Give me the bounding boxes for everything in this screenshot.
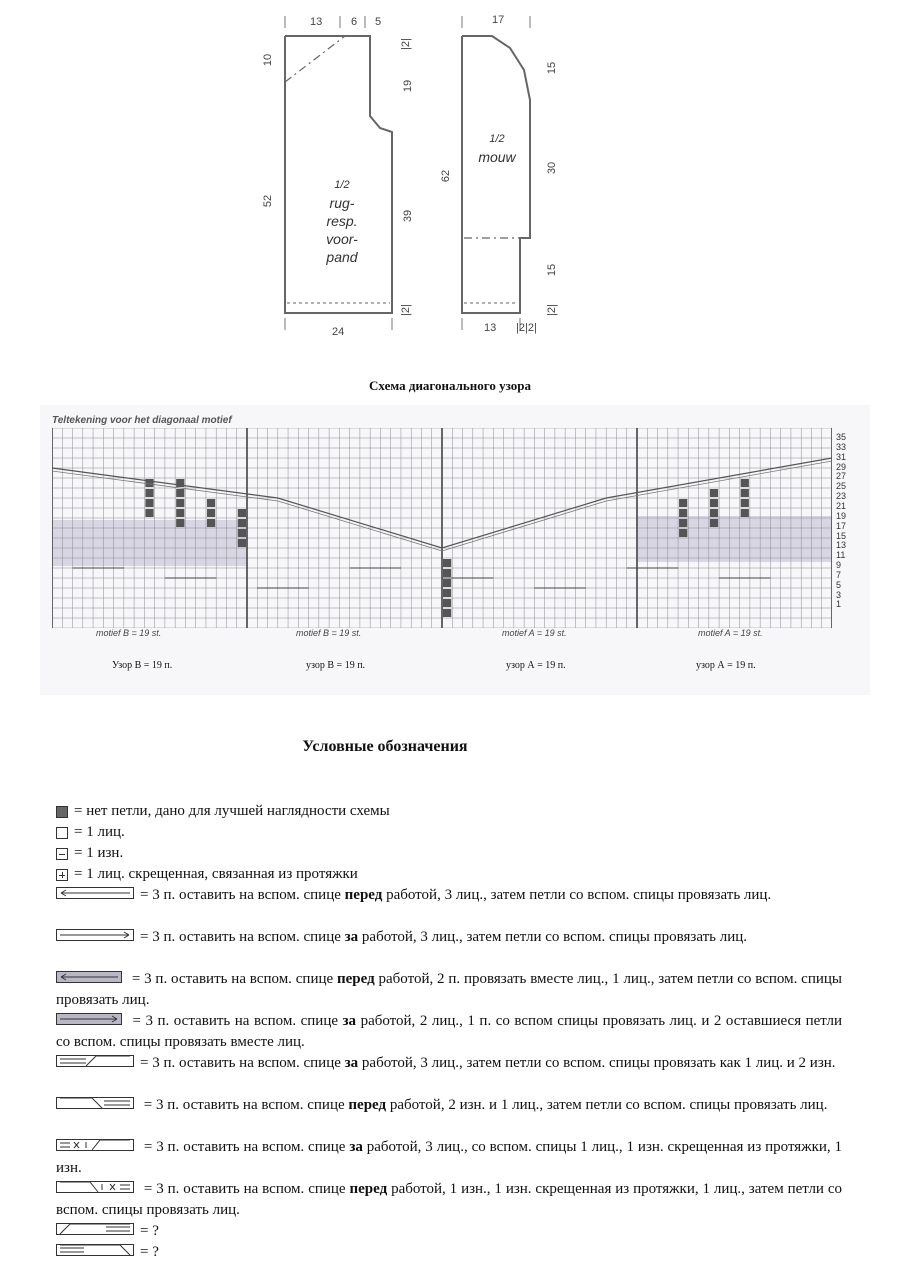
- row-number: 19: [836, 510, 847, 521]
- body-label-line4: pand: [326, 249, 358, 265]
- legend-text: работой, 2 изн. и 1 лиц., затем петли со вспом. спицы провязать лиц.: [386, 1097, 828, 1113]
- legend-text: работой, 3 лиц., затем петли со вспом. спицы провязать лиц.: [358, 929, 748, 945]
- legend-item: [56, 969, 842, 1011]
- legend-item: [56, 864, 842, 885]
- legend-text: = ?: [140, 1244, 159, 1260]
- row-number: 7: [836, 569, 842, 580]
- legend-emphasis: перед: [348, 1097, 387, 1113]
- sleeve-bottom-width: 13: [484, 322, 497, 334]
- stitch-grid: [52, 428, 832, 628]
- slash-left-icon: [56, 1221, 134, 1242]
- pattern-label-2: узор B = 19 п.: [306, 660, 366, 671]
- legend-item: [56, 801, 842, 822]
- legend-heading: Условные обозначения: [302, 738, 468, 755]
- legend-text: = 3 п. оставить на вспом. спице: [140, 1055, 345, 1071]
- twist-right-x-icon: [56, 1137, 134, 1158]
- pattern-label-4: узор А = 19 п.: [696, 660, 756, 671]
- no-stitch-cell: [176, 489, 184, 497]
- row-number: 13: [836, 540, 847, 551]
- legend-item: [56, 1053, 842, 1074]
- no-stitch-cell: [710, 499, 718, 507]
- no-stitch-cell: [710, 519, 718, 527]
- no-stitch-cell: [238, 539, 246, 547]
- legend-emphasis: перед: [349, 1181, 388, 1197]
- legend-emphasis: за: [344, 1055, 359, 1071]
- pattern-label-3: узор А = 19 п.: [506, 660, 566, 671]
- body-label: [312, 176, 372, 266]
- no-stitch-cell: [145, 499, 153, 507]
- body-shoulder: 10: [262, 53, 275, 67]
- body-top-side: |2|: [399, 38, 412, 50]
- dark-square-icon: [56, 801, 68, 822]
- sleeve-label-word: mouw: [478, 149, 516, 165]
- legend-emphasis: перед: [336, 971, 375, 987]
- no-stitch-cell: [176, 509, 184, 517]
- motif-label-4: motief A = 19 st.: [694, 628, 767, 638]
- no-stitch-cell: [443, 589, 451, 597]
- legend-item: [56, 1011, 842, 1053]
- legend-text: = 3 п. оставить на вспом. спице: [140, 1139, 350, 1155]
- legend-item: [56, 822, 842, 843]
- no-stitch-cell: [679, 519, 687, 527]
- row-number: 9: [836, 560, 842, 571]
- legend-emphasis: за: [342, 1013, 357, 1029]
- no-stitch-cell: [741, 489, 749, 497]
- cable-right-grey-icon: [56, 1011, 122, 1032]
- legend-text: = 1 лиц.: [74, 824, 125, 840]
- no-stitch-cell: [207, 519, 215, 527]
- legend-item: [56, 927, 842, 948]
- motif-label-1: motief B = 19 st.: [92, 628, 165, 638]
- slash-right-icon: [56, 1242, 134, 1263]
- twist-right-purl-icon: [56, 1053, 134, 1074]
- motif-label-2: motief B = 19 st.: [292, 628, 365, 638]
- plus-square-icon: [56, 864, 68, 885]
- legend-emphasis: за: [349, 1139, 363, 1155]
- no-stitch-cell: [710, 489, 718, 497]
- no-stitch-cell: [238, 529, 246, 537]
- sleeve-rib: |2|: [545, 304, 558, 316]
- no-stitch-cell: [238, 509, 246, 517]
- row-number: 15: [836, 530, 847, 541]
- row-number: 23: [836, 491, 847, 502]
- row-number: 25: [836, 481, 847, 492]
- body-rib: |2|: [399, 304, 412, 316]
- no-stitch-cell: [176, 519, 184, 527]
- legend-item: [56, 843, 842, 864]
- chart-title: Teltekening voor het diagonaal motief: [52, 415, 232, 426]
- motif-label-3: motief A = 19 st.: [498, 628, 571, 638]
- no-stitch-cell: [679, 529, 687, 537]
- no-stitch-cell: [741, 509, 749, 517]
- row-number: 35: [836, 432, 847, 442]
- row-number: 33: [836, 441, 847, 452]
- sleeve-middle: 30: [546, 161, 559, 175]
- row-number: 17: [836, 520, 847, 531]
- no-stitch-cell: [679, 499, 687, 507]
- legend-text: = 3 п. оставить на вспом. спице: [128, 971, 337, 987]
- dash-square-icon: [56, 843, 68, 864]
- row-number: 3: [836, 589, 842, 600]
- legend-emphasis: перед: [344, 887, 383, 903]
- no-stitch-cell: [741, 479, 749, 487]
- legend-item: [56, 1242, 842, 1263]
- body-armhole: 19: [402, 79, 415, 93]
- sleeve-top-width: 17: [492, 14, 505, 26]
- legend-item: [56, 1221, 842, 1242]
- legend-item: [56, 1095, 842, 1116]
- no-stitch-cell: [207, 499, 215, 507]
- legend-text: = ?: [140, 1223, 159, 1239]
- legend-text: работой, 1 изн., 1 изн. скрещенная из протяжки, 1 лиц., затем петли со вспом. спицы провязать лиц.: [56, 1181, 843, 1219]
- no-stitch-cell: [443, 579, 451, 587]
- body-width-13: 13: [310, 16, 323, 28]
- sleeve-label: [470, 130, 524, 166]
- legend-text: = 1 изн.: [74, 845, 124, 861]
- legend-text: работой, 3 лиц., со вспом. спицы 1 лиц., 1 изн. скрещенная из протяжки, 1 изн.: [56, 1139, 842, 1177]
- legend-text: = 3 п. оставить на вспом. спице: [140, 1097, 349, 1113]
- no-stitch-cell: [238, 519, 246, 527]
- no-stitch-cell: [679, 509, 687, 517]
- no-stitch-cell: [443, 559, 451, 567]
- sleeve-bottom-extra: |2|2|: [516, 322, 537, 334]
- no-stitch-cell: [443, 569, 451, 577]
- twist-left-x-icon: [56, 1179, 134, 1200]
- legend-text: работой, 3 лиц., затем петли со вспом. спицы провязать лиц.: [382, 887, 772, 903]
- legend-item: [56, 885, 842, 906]
- cable-right-icon: [56, 927, 134, 948]
- no-stitch-cell: [443, 609, 451, 617]
- sleeve-lower: 15: [546, 263, 559, 277]
- shaded-band-left: [52, 520, 247, 566]
- sleeve-total: 62: [440, 169, 453, 183]
- legend-text: работой, 3 лиц., затем петли со вспом. спицы провязать как 1 лиц. и 2 изн.: [358, 1055, 836, 1071]
- legend-emphasis: за: [344, 929, 359, 945]
- cable-left-grey-icon: [56, 969, 122, 990]
- no-stitch-cell: [710, 509, 718, 517]
- body-label-line1: rug-: [329, 195, 355, 211]
- legend-text: работой, 2 п. провязать вместе лиц., 1 лиц., затем петли со вспом. спицы провязать лиц.: [56, 971, 842, 1009]
- row-number: 29: [836, 461, 847, 472]
- legend-item: [56, 1179, 842, 1221]
- legend-item: [56, 1137, 842, 1179]
- no-stitch-cell: [176, 499, 184, 507]
- body-total-length: 52: [262, 194, 275, 208]
- legend-text: = 1 лиц. скрещенная, связанная из протяжки: [74, 866, 358, 882]
- no-stitch-cell: [145, 489, 153, 497]
- row-number: 27: [836, 471, 847, 482]
- no-stitch-cell: [207, 509, 215, 517]
- row-number: 21: [836, 500, 847, 511]
- sleeve-label-half: 1/2: [489, 133, 505, 145]
- legend-text: = 3 п. оставить на вспом. спице: [140, 929, 345, 945]
- shaded-band-right: [637, 516, 832, 562]
- body-label-half: 1/2: [334, 179, 350, 191]
- legend-text: = нет петли, дано для лучшей наглядности схемы: [74, 803, 390, 819]
- no-stitch-cell: [741, 499, 749, 507]
- legend-text: = 3 п. оставить на вспом. спице: [140, 887, 345, 903]
- body-bottom-width: 24: [332, 326, 345, 338]
- body-label-line2: resp.: [326, 213, 358, 229]
- legend-text: = 3 п. оставить на вспом. спице: [140, 1181, 350, 1197]
- body-lower-length: 39: [402, 209, 415, 223]
- legend-text: работой, 2 лиц., 1 п. со вспом спицы провязать лиц. и 2 оставшиеся петли со вспом. спицы провязать вместе лиц.: [56, 1013, 842, 1051]
- body-width-6: 6: [351, 16, 358, 28]
- pattern-label-1: Узор B = 19 п.: [112, 660, 173, 671]
- body-label-line3: voor-: [326, 231, 358, 247]
- row-number: 31: [836, 451, 847, 462]
- twist-left-purl-icon: [56, 1095, 134, 1116]
- no-stitch-cell: [145, 509, 153, 517]
- sleeve-cap: 15: [546, 61, 559, 75]
- body-width-5: 5: [375, 16, 382, 28]
- chart-caption: Схема диагонального узора: [369, 378, 531, 393]
- no-stitch-cell: [443, 599, 451, 607]
- empty-square-icon: [56, 822, 68, 843]
- legend-text: = 3 п. оставить на вспом. спице: [128, 1013, 343, 1029]
- row-number: 11: [836, 550, 846, 561]
- row-number: 5: [836, 579, 842, 590]
- row-number: 1: [836, 599, 842, 610]
- cable-left-icon: [56, 885, 134, 906]
